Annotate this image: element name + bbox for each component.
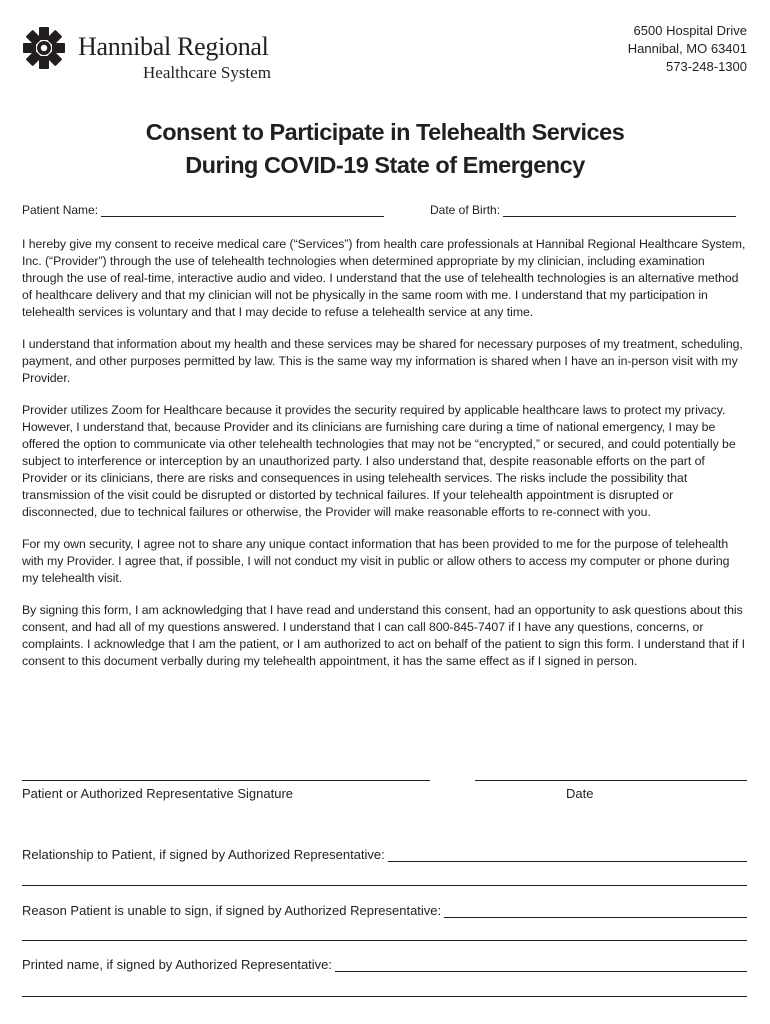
address-street: 6500 Hospital Drive <box>633 23 747 38</box>
relationship-input-line[interactable] <box>388 849 747 862</box>
organization-subtitle: Healthcare System <box>143 63 271 82</box>
paragraph-own-security: For my own security, I agree not to share any unique contact information that has been provided to me for the purpose of telehealth with my Provider. I agree that, if possible, I will not conduct my visit in public or allow others to access my computer or phone during my telehealth visit. <box>22 537 730 585</box>
address-phone: 573-248-1300 <box>666 59 747 74</box>
reason-input-line[interactable] <box>444 905 747 918</box>
title-line-2: During COVID-19 State of Emergency <box>185 152 585 178</box>
patient-name-input-line[interactable] <box>101 204 384 217</box>
paragraph-acknowledgement: By signing this form, I am acknowledging that I have read and understand this consent, had an opportunity to ask questions about this consent, and had all of my questions answered. I understand that I can call 800-845-7407 if I have any questions, concerns, or complaints. I acknowledge that I am the patient, or I am authorized to act on behalf of the patient to sign this form. I understand that if I consent to this document verbally during my telehealth appointment, it has the same effect as if I signed in person. <box>22 603 745 668</box>
relationship-field <box>22 847 747 862</box>
paragraph-security-risks: Provider utilizes Zoom for Healthcare because it provides the security required by applicable healthcare laws to protect my privacy. However, I understand that, because Provider and its clinicians are furnishing care during a time of national emergency, I may be offered the option to communicate via other telehealth technologies that may not be “encrypted,” or secured, and could potentially be subject to interference or interception by an unauthorized party. I also understand that, despite reasonable efforts on the part of Provider or its clinicians, there are risks and consequences in using telehealth services. The risks include the possibility that transmission of the visit could be disrupted or distorted by technical failures. If your telehealth appointment is disrupted or disconnected, due to technical failures or otherwise, the Provider will make reasonable efforts to re-connect with you. <box>22 403 736 519</box>
signature-date-input-line[interactable] <box>475 780 747 781</box>
date-of-birth-input-line[interactable] <box>503 204 736 217</box>
printed-name-label: Printed name, if signed by Authorized Representative: <box>22 957 333 972</box>
date-of-birth-field <box>430 203 736 217</box>
date-of-birth-label: Date of Birth: <box>430 203 501 217</box>
printed-name-field <box>22 957 747 972</box>
organization-name: Hannibal Regional <box>78 32 269 61</box>
address-city-state: Hannibal, MO 63401 <box>627 41 747 56</box>
paragraph-information-sharing: I understand that information about my health and these services may be shared for necessary purposes of my treatment, scheduling, payment, and other purposes permitted by law. This is the same way my information is shared when I have an in-person visit with my Provider. <box>22 337 743 385</box>
organization-address <box>628 22 747 76</box>
reason-field <box>22 903 747 918</box>
patient-info-fields <box>22 203 746 221</box>
relationship-extra-line[interactable] <box>22 885 747 886</box>
patient-name-label: Patient Name: <box>22 203 99 217</box>
printed-name-input-line[interactable] <box>335 959 747 972</box>
consent-body <box>22 236 748 685</box>
signature-input-line[interactable] <box>22 780 430 781</box>
printed-name-extra-line[interactable] <box>22 996 747 997</box>
patient-name-field <box>22 203 384 217</box>
organization-logo <box>22 26 282 84</box>
relationship-label: Relationship to Patient, if signed by Authorized Representative: <box>22 847 385 862</box>
title-line-1: Consent to Participate in Telehealth Services <box>145 119 625 145</box>
star-burst-logo-icon <box>22 26 66 70</box>
reason-extra-line[interactable] <box>22 940 747 941</box>
signature-label: Patient or Authorized Representative Signature <box>22 786 294 801</box>
reason-label: Reason Patient is unable to sign, if signed by Authorized Representative: <box>22 903 442 918</box>
document-title <box>0 116 770 182</box>
signature-date-label: Date <box>566 786 594 801</box>
paragraph-consent: I hereby give my consent to receive medical care (“Services”) from health care professionals at Hannibal Regional Healthcare System, Inc. (“Provider”) through the use of telehealth technologies when determined appropriate by my clinician, including examination through the use of real-time, interactive audio and video. I understand that the use of telehealth technologies is an alternative method of healthcare delivery and that my clinician will not be physically in the same room with me. I understand that my participation in telehealth services is voluntary and that I may decide to refuse a telehealth service at any time. <box>22 237 746 319</box>
